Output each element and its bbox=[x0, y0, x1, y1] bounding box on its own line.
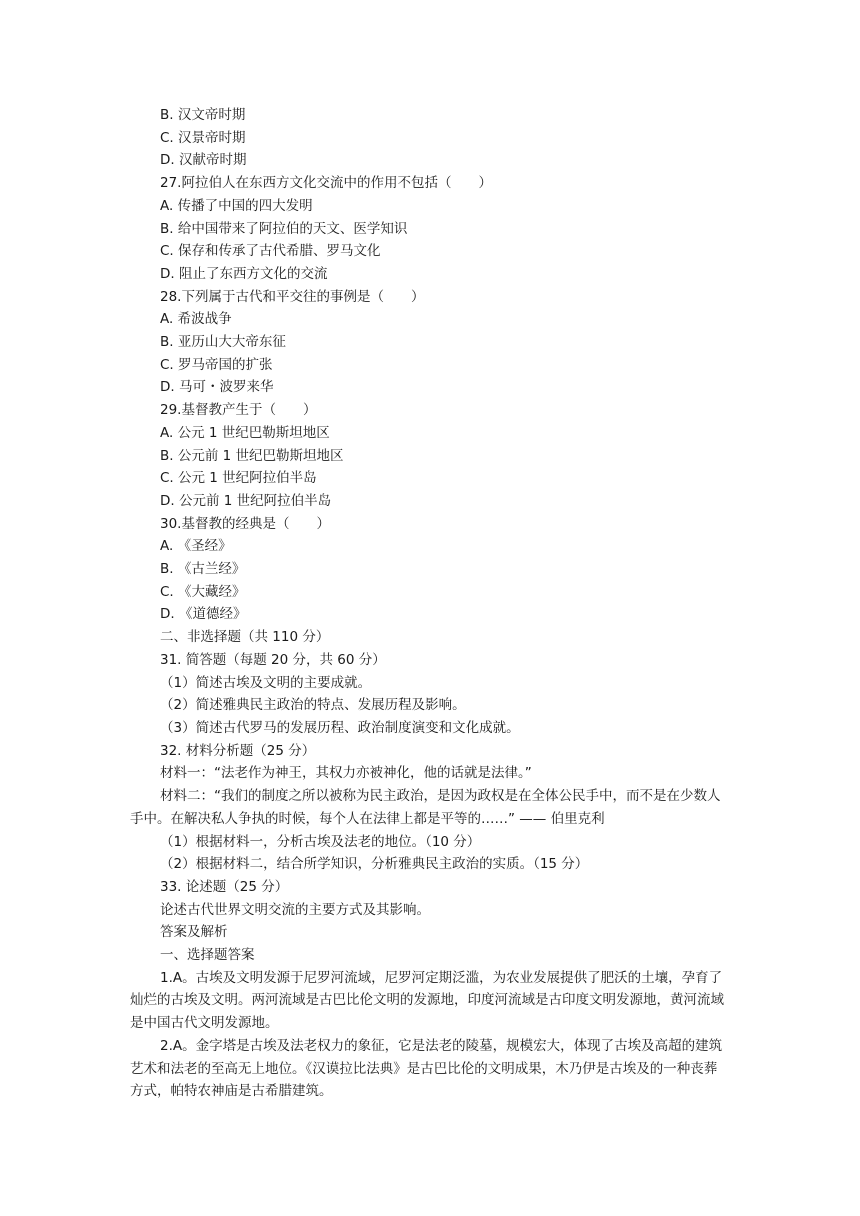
q26-option-b: B. 汉文帝时期 bbox=[160, 107, 246, 123]
q27-option-d: D. 阻止了东西方文化的交流 bbox=[160, 265, 328, 282]
q30-option-b: B. 《古兰经》 bbox=[160, 561, 246, 578]
q28-option-b: B. 亚历山大大帝东征 bbox=[160, 334, 286, 351]
q30-option-a: A. 《圣经》 bbox=[160, 538, 232, 555]
q32-material-2: 材料二：“我们的制度之所以被称为民主政治，是因为政权是在全体公民手中，而不是在少数人手中。在解决私人争执的时候，每个人在法律上都是平等的……” —— 伯里克利 bbox=[130, 788, 721, 827]
q30-option-d: D. 《道德经》 bbox=[160, 606, 247, 623]
q32-title: 32. 材料分析题（25 分） bbox=[160, 742, 316, 759]
q29-option-b: B. 公元前 1 世纪巴勒斯坦地区 bbox=[160, 447, 344, 464]
q31-item-1: （1）简述古埃及文明的主要成就。 bbox=[160, 674, 372, 691]
answers-sub-heading: 一、选择题答案 bbox=[160, 947, 255, 964]
q32-item-2: （2）根据材料二，结合所学知识，分析雅典民主政治的实质。（15 分） bbox=[160, 856, 589, 873]
q27-option-b: B. 给中国带来了阿拉伯的天文、医学知识 bbox=[160, 220, 408, 237]
q30-option-c: C. 《大藏经》 bbox=[160, 583, 246, 600]
q28-option-c: C. 罗马帝国的扩张 bbox=[160, 356, 273, 373]
q30-stem: 30.基督教的经典是（ ） bbox=[160, 515, 330, 532]
q26-option-c: C. 汉景帝时期 bbox=[160, 129, 246, 146]
q27-option-a: A. 传播了中国的四大发明 bbox=[160, 197, 313, 214]
q33-title: 33. 论述题（25 分） bbox=[160, 878, 289, 895]
q26-option-d: D. 汉献帝时期 bbox=[160, 152, 247, 169]
q28-option-a: A. 希波战争 bbox=[160, 311, 232, 328]
q29-option-a: A. 公元 1 世纪巴勒斯坦地区 bbox=[160, 424, 330, 441]
q28-option-d: D. 马可・波罗来华 bbox=[160, 379, 274, 396]
q29-option-d: D. 公元前 1 世纪阿拉伯半岛 bbox=[160, 492, 332, 509]
answers-heading: 答案及解析 bbox=[160, 924, 228, 941]
q33-prompt: 论述古代世界文明交流的主要方式及其影响。 bbox=[160, 901, 430, 918]
q31-title: 31. 简答题（每题 20 分，共 60 分） bbox=[160, 651, 386, 668]
q29-option-c: C. 公元 1 世纪阿拉伯半岛 bbox=[160, 470, 317, 487]
q32-material-1: 材料一：“法老作为神王，其权力亦被神化，他的话就是法律。” bbox=[160, 765, 532, 782]
document-content bbox=[130, 104, 730, 1103]
q29-stem: 29.基督教产生于（ ） bbox=[160, 402, 317, 419]
q28-stem: 28.下列属于古代和平交往的事例是（ ） bbox=[160, 288, 425, 305]
answer-2: 2.A。金字塔是古埃及法老权力的象征，它是法老的陵墓，规模宏大，体现了古埃及高超的建筑艺术和法老的至高无上地位。《汉谟拉比法典》是古巴比伦的文明成果，木乃伊是古埃及的一种丧葬方式，帕特农神庙是古希腊建筑。 bbox=[130, 1037, 723, 1100]
q32-item-1: （1）根据材料一，分析古埃及法老的地位。（10 分） bbox=[160, 833, 481, 850]
q27-stem: 27.阿拉伯人在东西方文化交流中的作用不包括（ ） bbox=[160, 175, 492, 192]
section2-heading: 二、非选择题（共 110 分） bbox=[160, 629, 330, 646]
answer-1: 1.A。古埃及文明发源于尼罗河流域，尼罗河定期泛滥，为农业发展提供了肥沃的土壤，孕育了灿烂的古埃及文明。两河流域是古巴比伦文明的发源地，印度河流域是古印度文明发源地，黄河流域是中国古代文明发源地。 bbox=[130, 969, 724, 1032]
q31-item-3: （3）简述古代罗马的发展历程、政治制度演变和文化成就。 bbox=[160, 719, 520, 736]
q27-option-c: C. 保存和传承了古代希腊、罗马文化 bbox=[160, 243, 381, 260]
q31-item-2: （2）简述雅典民主政治的特点、发展历程及影响。 bbox=[160, 697, 466, 714]
